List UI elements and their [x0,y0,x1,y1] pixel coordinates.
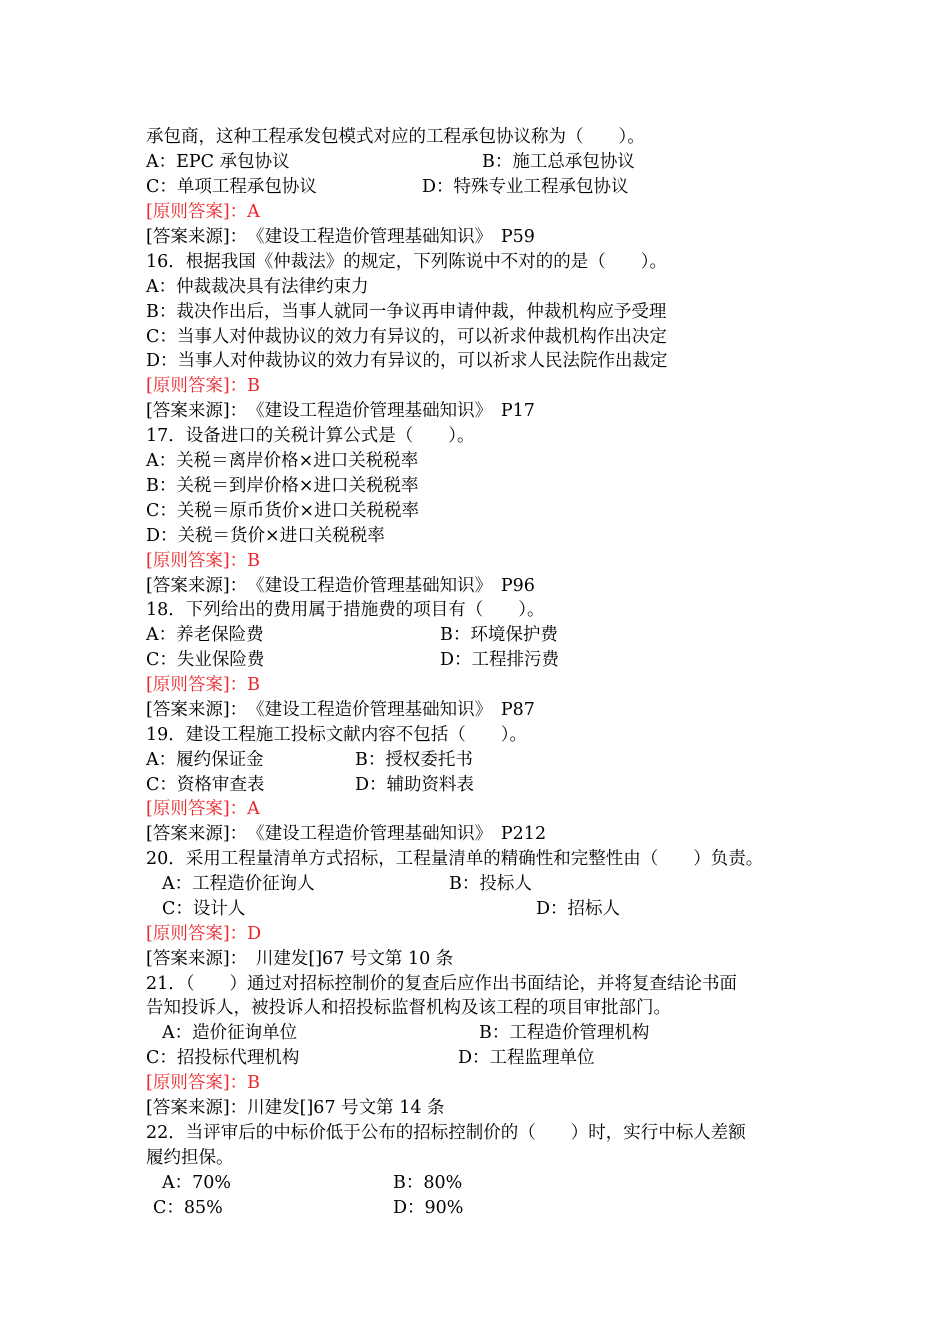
question-19: 19．建设工程施工投标文献内容不包括（ ）。 [146,725,528,745]
question-20: 20．采用工程量清单方式招标，工程量清单的精确性和完整性由（ ）负责。 [146,849,764,869]
option-a: A：工程造价征询人 [162,874,315,894]
standard-answer: [原则答案]：B [146,1073,261,1093]
option-a: A：70% [162,1173,232,1193]
answer-source: [答案来源]：川建发[]67 号文第 14 条 [146,1098,445,1118]
option-d: D：辅助资料表 [355,775,475,795]
standard-answer: [原则答案]：B [146,675,261,695]
question-22: 22．当评审后的中标价低于公布的招标控制价的（ ）时，实行中标人差额 [146,1123,746,1143]
option-d: D：特殊专业工程承包协议 [422,177,629,197]
option-a: A：造价征询单位 [162,1023,298,1043]
answer-source: [答案来源]： 《建设工程造价管理基础知识》 P59 [146,227,535,247]
answer-source: [答案来源]： 《建设工程造价管理基础知识》 P96 [146,576,535,596]
answer-source: [答案来源]： 《建设工程造价管理基础知识》 P17 [146,401,535,421]
option-c: C：失业保险费 [146,650,265,670]
question-22-cont: 履约担保。 [146,1148,234,1168]
option-c: C：设计人 [162,899,246,919]
standard-answer: [原则答案]：D [146,924,262,944]
option-c: C：85% [153,1198,223,1218]
option-a: A：EPC 承包协议 [146,152,290,172]
answer-source: [答案来源]： 《建设工程造价管理基础知识》 P87 [146,700,535,720]
option-d: D：工程排污费 [440,650,560,670]
question-21-cont: 告知投诉人，被投诉人和招投标监督机构及该工程的项目审批部门。 [146,998,671,1018]
standard-answer: [原则答案]：A [146,202,260,222]
option-d: D：当事人对仲裁协议的效力有异议的，可以祈求人民法院作出裁定 [146,351,668,371]
option-c: C：关税＝原币货价×进口关税税率 [146,501,420,521]
question-16: 16．根据我国《仲裁法》的规定，下列陈说中不对的的是（ ）。 [146,252,668,272]
option-d: D：90% [393,1198,464,1218]
option-d: D：招标人 [536,899,621,919]
question-text: 承包商，这种工程承发包模式对应的工程承包协议称为（ ）。 [146,127,645,147]
option-a: A：关税＝离岸价格×进口关税税率 [146,451,419,471]
option-d: D：工程监理单位 [458,1048,595,1068]
option-a: A：履约保证金 [146,750,264,770]
option-c: C：资格审查表 [146,775,265,795]
option-b: B：投标人 [449,874,532,894]
option-b: B：80% [393,1173,463,1193]
option-a: A：养老保险费 [146,625,264,645]
option-b: B：环境保护费 [440,625,558,645]
option-a: A：仲裁裁决具有法律约束力 [146,277,369,297]
standard-answer: [原则答案]：B [146,551,261,571]
option-b: B：施工总承包协议 [482,152,635,172]
standard-answer: [原则答案]：A [146,799,260,819]
option-c: C：招投标代理机构 [146,1048,300,1068]
answer-source: [答案来源]： 《建设工程造价管理基础知识》 P212 [146,824,547,844]
question-21: 21．（ ）通过对招标控制价的复查后应作出书面结论，并将复查结论书面 [146,974,738,994]
option-b: B：关税＝到岸价格×进口关税税率 [146,476,419,496]
option-c: C：当事人对仲裁协议的效力有异议的，可以祈求仲裁机构作出决定 [146,327,667,347]
option-b: B：工程造价管理机构 [479,1023,650,1043]
option-b: B：授权委托书 [355,750,473,770]
answer-source: [答案来源]： 川建发[]67 号文第 10 条 [146,949,454,969]
option-b: B：裁决作出后，当事人就同一争议再申请仲裁，仲裁机构应予受理 [146,302,667,322]
question-17: 17．设备进口的关税计算公式是（ ）。 [146,426,475,446]
option-d: D：关税＝货价×进口关税税率 [146,526,385,546]
standard-answer: [原则答案]：B [146,376,261,396]
option-c: C：单项工程承包协议 [146,177,317,197]
question-18: 18．下列给出的费用属于措施费的项目有（ ）。 [146,600,545,620]
